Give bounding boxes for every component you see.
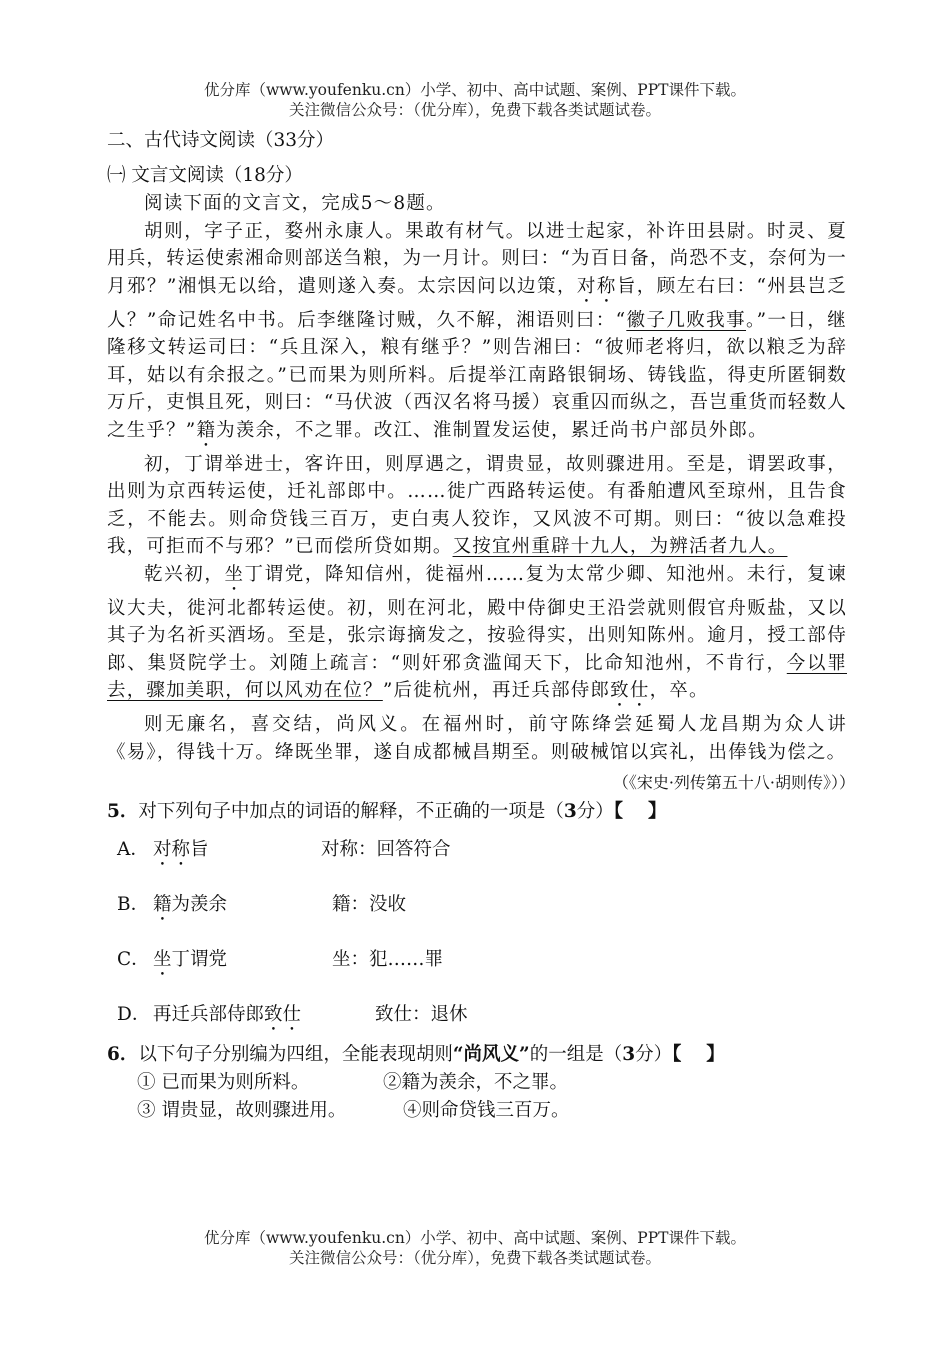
question-score: 3 (563, 801, 577, 822)
option-text-pre: 再迁兵部侍郎 (153, 1004, 265, 1025)
passage-text: 为羡余，不之罪。改江、淮制置发运使，累迁尚书户部员外郎。 (216, 419, 768, 441)
passage-paragraph-3 (107, 561, 847, 712)
option-text-post: 旨 (190, 839, 209, 860)
question-score: 3 (622, 1044, 636, 1065)
choice-list (137, 1069, 847, 1125)
option-gloss: 对称：回答符合 (321, 839, 451, 860)
option-text (153, 1001, 301, 1035)
option-text (153, 836, 209, 870)
score-unit: 分） (576, 801, 614, 822)
answer-bracket: 【 】 (672, 1044, 725, 1065)
dotted-word: 对称 (576, 275, 617, 297)
passage-text: ”后徙杭州，再迁兵部侍郎 (382, 680, 611, 701)
choice-item: ②籍为羡余，不之罪。 (383, 1072, 569, 1093)
option-a[interactable] (107, 836, 847, 891)
passage-text: 丁谓党，降知信州，徙福州……复为太常少卿、知池州。未行，复谏议大夫，徙河北都转运使。初，则在河北，殿中侍御史王沿尝就则假官舟贩盐，又以其子为名祈买酒场。至是，张宗诲摘发之，按验得实，出则知陈州。逾月，授工部侍郎、集贤院学士。刘随上疏言：“则奸邪贪滥闻天下，比命知池州，不肯行， (107, 563, 847, 674)
option-d[interactable] (107, 1001, 847, 1041)
option-b[interactable] (107, 891, 847, 946)
score-unit: 分） (635, 1044, 673, 1065)
question-text-pre: 以下句子分别编为四组，全能表现胡则 (138, 1044, 453, 1065)
footer-line-2: 关注微信公众号：（优分库），免费下载各类试题试卷。 (288, 1249, 661, 1267)
passage-text: ，卒。 (649, 680, 709, 701)
option-text-post: 为羡余 (171, 894, 228, 915)
dotted-word: 致仕 (610, 680, 650, 701)
option-gloss: 坐：犯……罪 (332, 949, 444, 970)
option-text-post: 丁谓党 (171, 949, 228, 970)
option-label: D． (117, 1004, 151, 1025)
header-line-2: 关注微信公众号：（优分库），免费下载各类试题试卷。 (288, 101, 661, 119)
dotted-word: 对称 (153, 839, 191, 860)
passage-text: 旨，顾左右曰：“州县岂乏人？”命记姓名中书。后李继隆讨贼，久不解，湘语则曰：“ (107, 275, 848, 331)
option-gloss: 籍：没收 (332, 894, 407, 915)
header-banner (0, 80, 950, 120)
exam-content (107, 126, 855, 1125)
option-label: C． (117, 949, 150, 970)
option-gloss: 致仕：退休 (375, 1004, 468, 1025)
question-text-post: 的一组是（ (529, 1044, 623, 1065)
passage-paragraph-2 (107, 451, 847, 561)
option-text (153, 946, 227, 980)
dotted-word: 坐 (153, 949, 172, 970)
underlined-sentence: 今以罪去，骤加美职，何以风劝在位？ (107, 652, 847, 701)
passage-source: （《宋史·列传第五十八·胡则传》）） (612, 773, 855, 792)
sub-section-title: ㈠ 文言文阅读（18分） (107, 165, 303, 186)
choice-item: ④则命贷钱三百万。 (403, 1100, 570, 1121)
answer-bracket: 【 】 (613, 801, 667, 822)
dotted-word: 籍 (196, 419, 217, 441)
choice-item: ① 已而果为则所料。 (137, 1072, 310, 1093)
dotted-word: 坐 (224, 563, 245, 585)
section-title: 二、古代诗文阅读（33分） (107, 130, 335, 151)
option-label: A． (117, 839, 149, 860)
question-text: 对下列句子中加点的词语的解释，不正确的一项是（ (138, 801, 564, 822)
instruction: 阅读下面的文言文，完成5～8题。 (144, 193, 446, 214)
header-line-1: 优分库（www.youfenku.cn）小学、初中、高中试题、案例、PPT课件下载。 (203, 81, 747, 99)
passage-paragraph-1 (107, 218, 847, 451)
passage-paragraph-4: 则无廉名，喜交结，尚风义。在福州时，前守陈绛尝延蜀人龙昌期为众人讲《易》，得钱十万。绛既坐罪，遂自成都械昌期至。则破械馆以宾礼，出俸钱为偿之。 (107, 714, 847, 763)
underlined-sentence: 又按宜州重辟十九人，为辨活者九人。 (452, 536, 788, 557)
question-number: 6． (107, 1044, 139, 1065)
dotted-word: 籍 (153, 894, 172, 915)
passage-text: 乾兴初， (144, 563, 225, 585)
option-label: B． (117, 894, 150, 915)
question-6 (107, 1041, 847, 1069)
question-5 (107, 798, 847, 826)
footer-line-1: 优分库（www.youfenku.cn）小学、初中、高中试题、案例、PPT课件下载。 (203, 1229, 747, 1247)
dotted-word: 致仕 (264, 1004, 302, 1025)
footer-banner (0, 1228, 950, 1268)
option-text (153, 891, 227, 925)
choice-item: ③ 谓贵显，故则骤进用。 (137, 1100, 347, 1121)
question-number: 5． (107, 801, 139, 822)
quoted-phrase: “尚风义” (452, 1044, 530, 1065)
passage-text: 初，丁谓举进士，客许田，则厚遇之，谓贵显，故则骤进用。至是，谓罢政事，出则为京西转运使，迁礼部郎中。……徙广西路转运使。有番舶遭风至琼州，且告食乏，不能去。则命贷钱三百万，吏白夷人狡诈，又风波不可期。则曰：“彼以急难投我，可拒而不与邪？”已而偿所贷如期。 (107, 453, 847, 557)
underlined-sentence: 徽子几败我事 (626, 309, 747, 331)
passage-text: 胡则，字子正，婺州永康人。果敢有材气。以进士起家，补许田县尉。时灵、夏用兵，转运使索湘命则部送刍粮，为一月计。则曰：“为百日备，尚恐不支，奈何为一月邪？”湘惧无以给，遣则遂入奏。太宗因问以边策， (107, 220, 847, 297)
passage-text: 。”一日，继隆移文转运司曰：“兵且深入，粮有继乎？”则告湘曰：“彼师老将归，欲以粮乏为辞耳，姑以有余报之。”已而果为则所料。后提举江南路银铜场、铸钱监，得吏所匿铜数万斤，吏惧且死，则曰：“马伏波（西汉名将马援）哀重囚而纵之，吾岂重货而轻数人之生乎？” (107, 309, 847, 441)
option-c[interactable] (107, 946, 847, 1001)
